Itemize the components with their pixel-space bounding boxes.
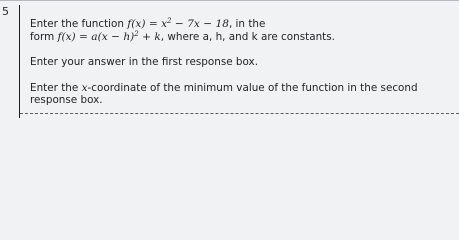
second-box-suffix: -coordinate of the minimum value of the function in the second response box.	[30, 81, 418, 106]
form-suffix: , where a, h, and k are constants.	[160, 30, 335, 43]
form-prefix: form	[30, 30, 58, 43]
second-box-prefix: Enter the	[30, 81, 82, 94]
instruction-first-box: Enter your answer in the first response box.	[30, 56, 259, 68]
form-exponent: 2	[134, 29, 139, 38]
form-rhs: + k	[138, 30, 161, 43]
instruction-function	[30, 18, 455, 43]
question-body	[30, 18, 455, 120]
question-number-column	[0, 5, 20, 118]
function-expression	[127, 18, 229, 30]
function-exponent: 2	[167, 17, 172, 25]
bottom-dashed-divider	[20, 113, 459, 114]
instruction-second-box	[30, 82, 455, 107]
x-variable: x	[81, 81, 88, 94]
instruction-suffix: , in the	[228, 18, 266, 30]
instruction-prefix: Enter the function	[30, 18, 128, 30]
top-divider	[0, 0, 459, 1]
vertex-form-expression	[58, 31, 161, 43]
function-lhs: f(x) = x	[127, 18, 168, 30]
form-lhs: f(x) = a(x − h)	[57, 30, 135, 43]
question-number: 5	[2, 5, 9, 18]
function-rhs: − 7x − 18	[171, 18, 229, 30]
